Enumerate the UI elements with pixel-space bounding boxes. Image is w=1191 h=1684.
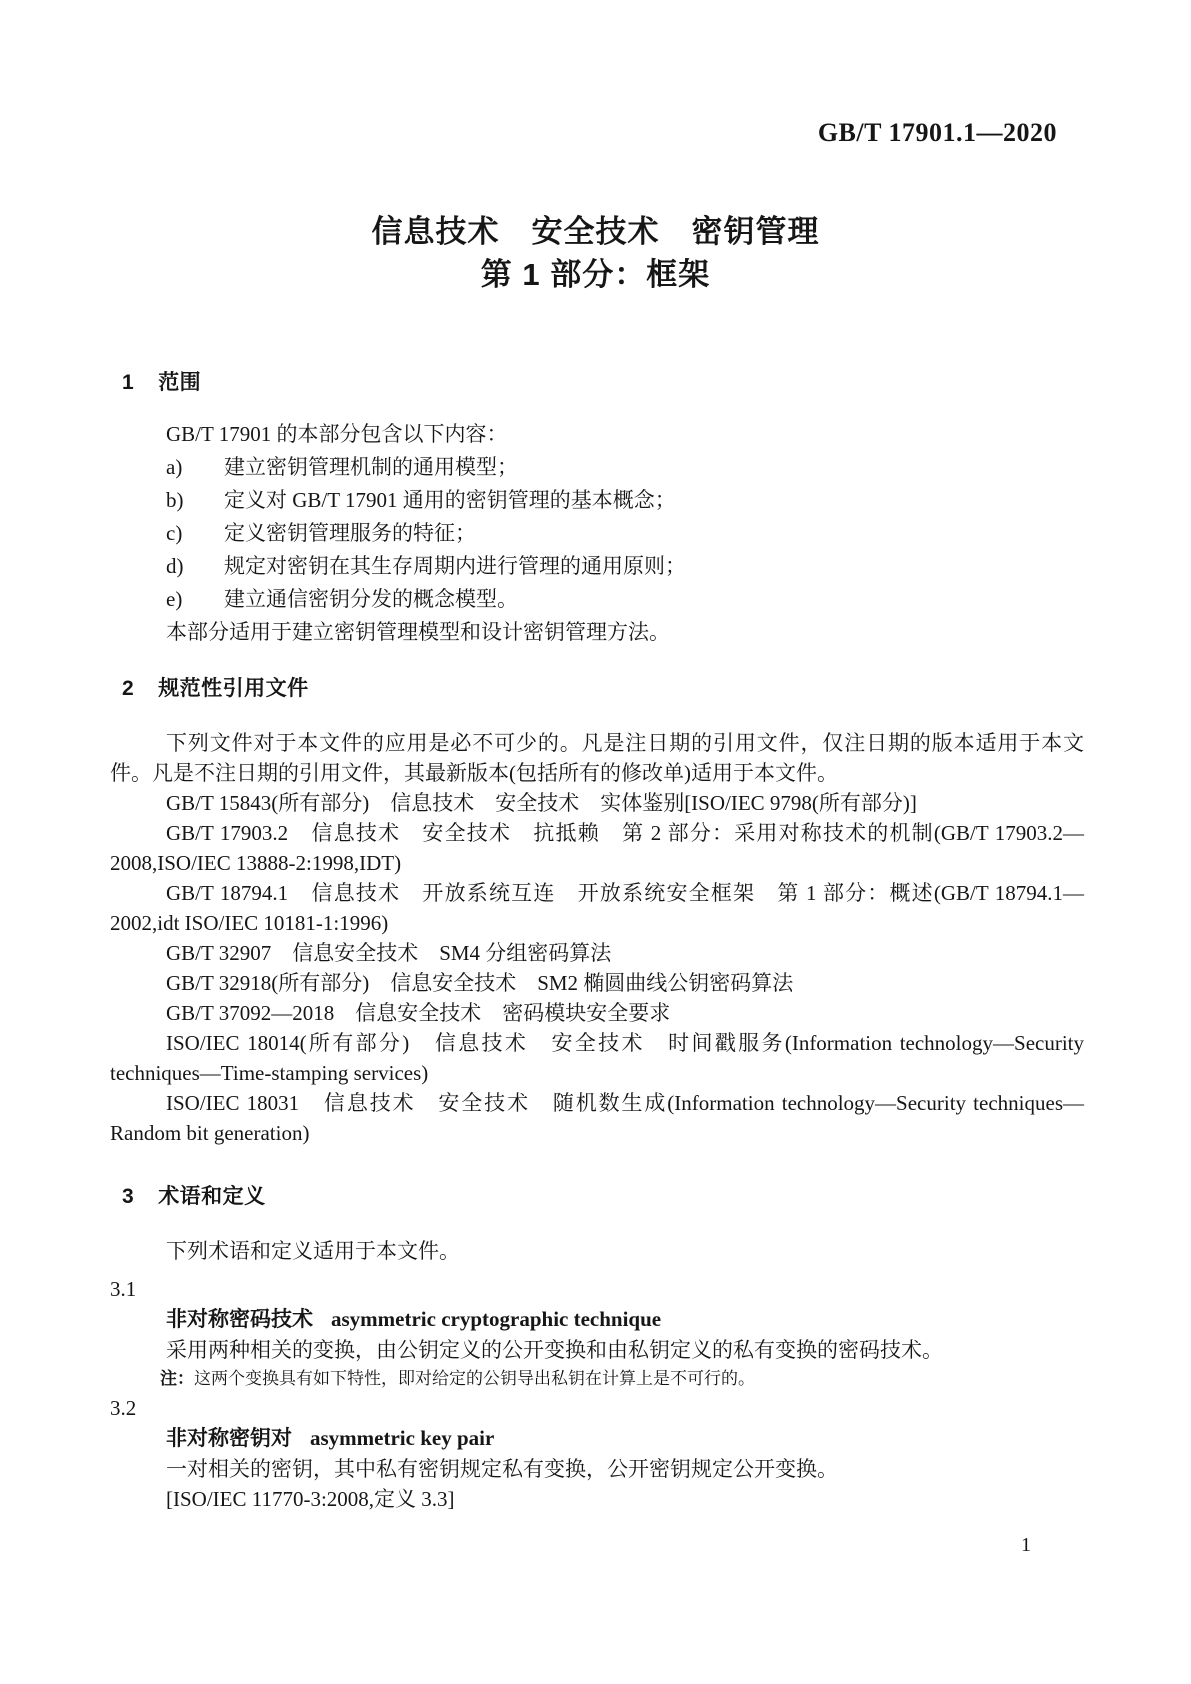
- reference-item: GB/T 18794.1 信息技术 开放系统互连 开放系统安全框架 第 1 部分：概述(GB/T 18794.1—2002,idt ISO/IEC 10181-1:1996): [110, 881, 1084, 935]
- term-english: asymmetric key pair: [310, 1426, 495, 1450]
- term-definition: 采用两种相关的变换，由公钥定义的公开变换和由私钥定义的私有变换的密码技术。: [166, 1338, 943, 1362]
- list-item-label: b): [166, 488, 184, 512]
- term-line: [110, 1423, 1084, 1454]
- section-1-number: 1: [122, 371, 135, 394]
- doc-code: GB/T 17901.1—2020: [817, 118, 1057, 147]
- note-label: 注：: [160, 1369, 194, 1388]
- section-1-body: [110, 418, 1084, 649]
- term-chinese: 非对称密钥对: [166, 1427, 292, 1450]
- reference-item: GB/T 32918(所有部分) 信息安全技术 SM2 椭圆曲线公钥密码算法: [166, 971, 794, 995]
- note-text: 这两个变换具有如下特性，即对给定的公钥导出私钥在计算上是不可行的。: [194, 1369, 755, 1388]
- paragraph: 本部分适用于建立密钥管理模型和设计密钥管理方法。: [166, 620, 670, 644]
- section-3-title: 术语和定义: [158, 1185, 266, 1208]
- term-definition: 一对相关的密钥，其中私有密钥规定私有变换，公开密钥规定公开变换。: [166, 1457, 838, 1481]
- term-entry: [110, 1274, 1084, 1393]
- reference-item: GB/T 15843(所有部分) 信息技术 安全技术 实体鉴别[ISO/IEC 9798(所有部分)]: [166, 791, 917, 815]
- reference-item: GB/T 37092—2018 信息安全技术 密码模块安全要求: [166, 1001, 671, 1025]
- list-item: [110, 550, 1084, 583]
- term-note: [110, 1365, 1084, 1393]
- list-item-text: 定义对 GB/T 17901 通用的密钥管理的基本概念；: [224, 488, 676, 512]
- term-id: 3.2: [110, 1396, 137, 1420]
- section-3-heading: [122, 1180, 266, 1210]
- document-title-line2: 第 1 部分：框架: [480, 257, 711, 292]
- reference-item: ISO/IEC 18014(所有部分) 信息技术 安全技术 时间戳服务(Information technology—Security techniques—Time-stamping services): [110, 1031, 1084, 1085]
- list-item-label: c): [166, 521, 183, 545]
- section-3-body: [110, 1236, 1084, 1514]
- section-2-title: 规范性引用文件: [158, 677, 309, 700]
- list-item: [110, 517, 1084, 550]
- section-2-number: 2: [122, 677, 135, 700]
- list-item-text: 定义密钥管理服务的特征；: [224, 521, 476, 545]
- list-item-text: 规定对密钥在其生存周期内进行管理的通用原则；: [224, 554, 686, 578]
- list-item: [110, 484, 1084, 517]
- term-chinese: 非对称密码技术: [166, 1308, 313, 1331]
- document-title: [0, 210, 1191, 296]
- term-line: [110, 1304, 1084, 1335]
- list-item: [110, 583, 1084, 616]
- section-3-number: 3: [122, 1185, 135, 1208]
- paragraph: GB/T 17901 的本部分包含以下内容：: [166, 422, 508, 446]
- paragraph: 下列文件对于本文件的应用是必不可少的。凡是注日期的引用文件，仅注日期的版本适用于本文件。凡是不注日期的引用文件，其最新版本(包括所有的修改单)适用于本文件。: [110, 731, 1084, 785]
- list-item: [110, 451, 1084, 484]
- section-1-title: 范围: [158, 371, 202, 394]
- list-item-text: 建立密钥管理机制的通用模型；: [224, 455, 518, 479]
- term-source: [ISO/IEC 11770-3:2008,定义 3.3]: [166, 1487, 455, 1511]
- page-number: 1: [1021, 1534, 1031, 1556]
- list-item-label: a): [166, 455, 183, 479]
- term-english: asymmetric cryptographic technique: [331, 1307, 662, 1331]
- reference-item: GB/T 17903.2 信息技术 安全技术 抗抵赖 第 2 部分：采用对称技术的机制(GB/T 17903.2—2008,ISO/IEC 13888-2:1998,IDT): [110, 821, 1084, 875]
- term-id: 3.1: [110, 1277, 137, 1301]
- document-title-line1: 信息技术 安全技术 密钥管理: [371, 214, 820, 249]
- section-2-body: [110, 728, 1084, 1148]
- section-1-heading: [122, 366, 201, 396]
- list-item-label: d): [166, 554, 184, 578]
- term-entry: [110, 1393, 1084, 1514]
- reference-item: ISO/IEC 18031 信息技术 安全技术 随机数生成(Information technology—Security techniques—Random bit generation): [110, 1091, 1084, 1145]
- section-2-heading: [122, 672, 309, 702]
- paragraph: 下列术语和定义适用于本文件。: [166, 1239, 460, 1263]
- list-item-label: e): [166, 587, 183, 611]
- list-item-text: 建立通信密钥分发的概念模型。: [224, 587, 518, 611]
- reference-item: GB/T 32907 信息安全技术 SM4 分组密码算法: [166, 941, 612, 965]
